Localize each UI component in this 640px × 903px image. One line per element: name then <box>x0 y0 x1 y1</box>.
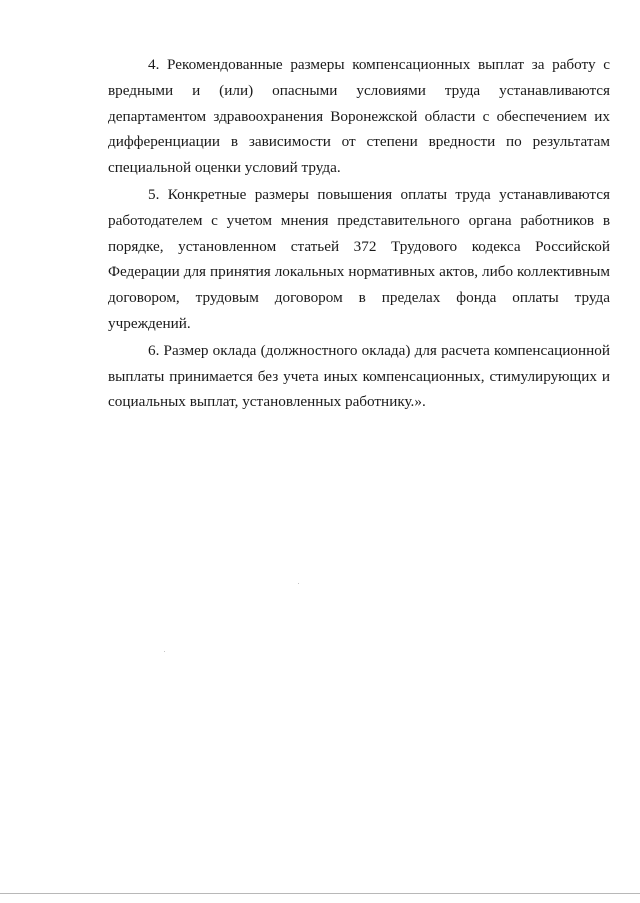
paragraph-6: 6. Размер оклада (должностного оклада) для расчета компенсационной выплаты принимается без учета иных компенсационных, стимулирующих и социальных выплат, установленных работнику.». <box>108 341 610 411</box>
scan-speck <box>298 583 299 584</box>
paragraph-4: 4. Рекомендованные размеры компенсационных выплат за работу с вредными и (или) опасными условиями труда устанавливаются департаментом здравоохранения Воронежской области с обеспечением их дифференциации в зависимости от степени вредности по результатам специальной оценки условий труда. <box>108 56 610 177</box>
page-bottom-edge <box>0 893 640 894</box>
scan-speck <box>164 651 165 652</box>
paragraph-5: 5. Конкретные размеры повышения оплаты труда устанавливаются работодателем с учетом мнения представительного органа работников в порядке, установленном статьей 372 Трудового кодекса Российской Федерации для принятия локальных нормативных актов, либо коллективным договором, трудовым договором в пределах фонда оплаты труда учреждений. <box>108 185 610 332</box>
document-body <box>108 52 610 416</box>
